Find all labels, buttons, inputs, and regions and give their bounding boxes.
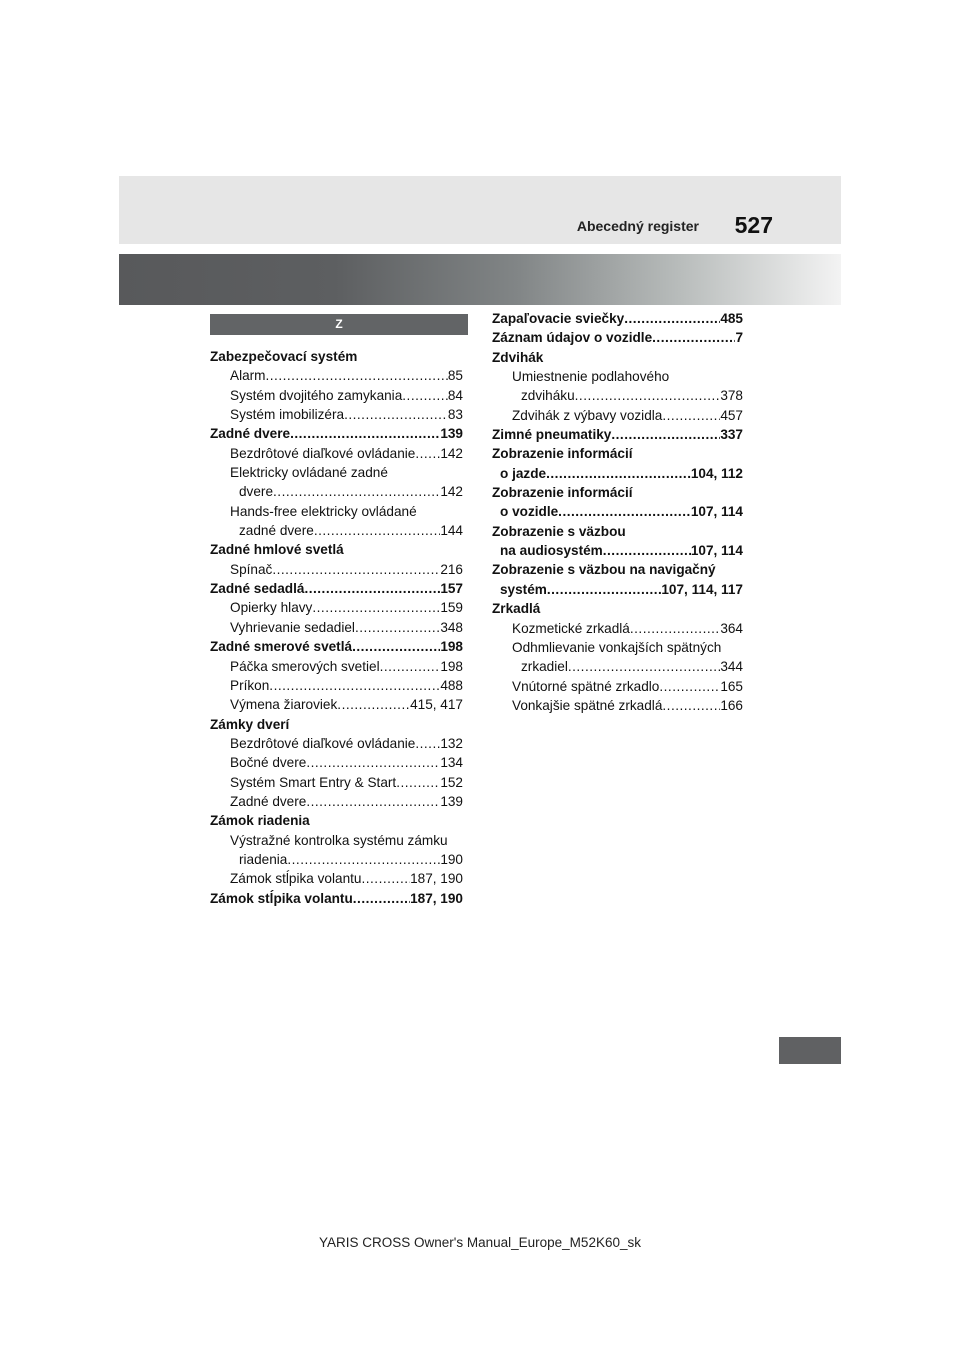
index-entry: [210, 482, 463, 501]
index-entry: [210, 560, 463, 579]
entry-text: Spínač: [230, 561, 273, 577]
index-entry: [210, 850, 463, 869]
leader-dots: [273, 482, 440, 501]
index-entry: [210, 347, 463, 366]
index-entry: [210, 540, 463, 559]
entry-text: Výmena žiaroviek: [230, 697, 338, 713]
entry-page: 457: [720, 407, 743, 423]
leader-dots: [272, 560, 440, 579]
index-entry: [492, 386, 743, 405]
entry-text: dvere: [239, 484, 274, 500]
entry-text: Výstražné kontrolka systému zámku: [230, 832, 448, 848]
index-entry: [210, 579, 463, 598]
entry-page: 166: [720, 697, 743, 713]
entry-text: Zdvihák: [492, 349, 544, 365]
entry-text: Páčka smerových svetiel: [230, 658, 380, 674]
index-entry: [492, 619, 743, 638]
leader-dots: [546, 464, 691, 483]
index-entry: [492, 696, 743, 715]
entry-text: Príkon: [230, 677, 270, 693]
leader-dots: [306, 792, 440, 811]
entry-text: zrkadiel: [521, 659, 568, 675]
entry-text: Systém Smart Entry & Start: [230, 774, 397, 790]
entry-page: 159: [440, 600, 463, 616]
leader-dots: [396, 773, 440, 792]
entry-page: 415, 417: [410, 697, 463, 713]
index-entry: [492, 425, 743, 444]
index-entry: [492, 580, 743, 599]
entry-page: 485: [720, 311, 743, 326]
entry-page: 132: [440, 735, 463, 751]
entry-text: Zámky dverí: [210, 716, 290, 732]
entry-text: Bezdrôtové diaľkové ovládanie: [230, 735, 416, 751]
entry-page: 190: [440, 851, 463, 867]
index-entry: [210, 792, 463, 811]
index-column-left: [210, 347, 463, 908]
index-entry: [210, 773, 463, 792]
entry-text: Odhmlievanie vonkajších spätných: [512, 639, 722, 655]
leader-dots: [352, 637, 440, 656]
entry-text: Alarm: [230, 368, 266, 384]
index-entry: [492, 599, 743, 618]
leader-dots: [662, 696, 720, 715]
leader-dots: [266, 366, 448, 385]
entry-text: Zámok riadenia: [210, 813, 310, 829]
leader-dots: [337, 695, 410, 714]
entry-page: 107, 114: [690, 504, 743, 520]
leader-dots: [287, 850, 440, 869]
leader-dots: [415, 734, 440, 753]
leader-dots: [380, 657, 441, 676]
index-entry: [210, 676, 463, 695]
entry-text: Zadné sedadlá: [210, 581, 305, 597]
entry-text: Systém dvojitého zamykania: [230, 387, 403, 403]
entry-text: Zobrazenie s väzbou: [492, 523, 626, 539]
index-entry: [210, 889, 463, 908]
entry-page: 488: [440, 677, 463, 693]
index-entry: [210, 366, 463, 385]
leader-dots: [568, 657, 720, 676]
index-entry: [492, 522, 743, 541]
entry-text: Kozmetické zrkadlá: [512, 620, 630, 636]
entry-page: 107, 114, 117: [661, 581, 743, 597]
entry-text: Zdvihák z výbavy vozidla: [512, 407, 663, 423]
entry-text: zadné dvere: [239, 523, 314, 539]
entry-text: Zapaľovacie sviečky: [492, 311, 625, 326]
entry-text: Zabezpečovací systém: [210, 349, 358, 364]
entry-text: Zobrazenie informácií: [492, 446, 633, 462]
entry-text: Zadné smerové svetlá: [210, 639, 353, 655]
entry-page: 198: [440, 639, 463, 655]
entry-page: 165: [720, 678, 743, 694]
entry-text: Opierky hlavy: [230, 600, 313, 616]
entry-text: systém: [500, 581, 547, 597]
entry-page: 344: [720, 659, 743, 675]
leader-dots: [652, 328, 735, 347]
index-entry: [210, 869, 463, 888]
entry-page: 337: [720, 427, 743, 443]
entry-text: Zobrazenie s väzbou na navigačný: [492, 562, 716, 578]
entry-text: Bezdrôtové diaľkové ovládanie: [230, 445, 416, 461]
index-entry: [210, 405, 463, 424]
index-entry: [210, 502, 463, 521]
leader-dots: [558, 502, 691, 521]
index-entry: [210, 831, 463, 850]
entry-text: Zadné dvere: [230, 793, 307, 809]
leader-dots: [575, 386, 721, 405]
leader-dots: [269, 676, 440, 695]
leader-dots: [290, 424, 440, 443]
index-entry: [492, 444, 743, 463]
entry-page: 364: [720, 620, 743, 636]
leader-dots: [611, 425, 720, 444]
index-entry: [492, 309, 743, 328]
entry-text: zdviháku: [521, 388, 575, 404]
entry-page: 152: [440, 774, 463, 790]
index-entry: [210, 695, 463, 714]
leader-dots: [353, 889, 410, 908]
leader-dots: [659, 677, 720, 696]
index-entry: [492, 560, 743, 579]
index-entry: [492, 541, 743, 560]
index-entry: [210, 811, 463, 830]
entry-page: 142: [440, 445, 463, 461]
index-entry: [210, 424, 463, 443]
header-gradient-band: [119, 254, 841, 305]
index-entry: [492, 328, 743, 347]
entry-text: Vonkajšie spätné zrkadlá: [512, 697, 663, 713]
entry-page: 84: [447, 387, 463, 403]
leader-dots: [344, 405, 448, 424]
entry-page: 139: [440, 793, 463, 809]
entry-page: 85: [447, 368, 463, 384]
index-entry: [210, 521, 463, 540]
section-letter-bar: Z: [210, 314, 468, 335]
entry-page: 142: [440, 484, 463, 500]
index-entry: [492, 464, 743, 483]
index-entry: [210, 637, 463, 656]
index-entry: [210, 444, 463, 463]
entry-page: 378: [720, 388, 743, 404]
entry-text: Umiestnenie podlahového: [512, 369, 670, 385]
header-bar: [119, 176, 841, 244]
entry-text: Systém imobilizéra: [230, 407, 345, 423]
entry-text: riadenia: [239, 851, 288, 867]
leader-dots: [304, 579, 440, 598]
index-entry: [492, 677, 743, 696]
entry-page: 7: [735, 330, 743, 346]
entry-page: 348: [440, 619, 463, 635]
entry-page: 107, 114: [690, 543, 743, 559]
index-entry: [492, 657, 743, 676]
index-entry: [210, 715, 463, 734]
entry-text: na audiosystém: [500, 543, 603, 559]
leader-dots: [662, 406, 720, 425]
entry-text: o jazde: [500, 465, 547, 481]
index-entry: [210, 463, 463, 482]
leader-dots: [415, 444, 440, 463]
entry-page: 187, 190: [410, 890, 463, 906]
index-entry: [210, 753, 463, 772]
entry-text: Vyhrievanie sedadiel: [230, 619, 355, 635]
index-entry: [210, 657, 463, 676]
entry-page: 187, 190: [410, 871, 463, 887]
page-number: 527: [734, 212, 773, 238]
entry-page: 157: [440, 581, 463, 597]
entry-page: 104, 112: [690, 465, 743, 481]
entry-page: 83: [447, 407, 463, 423]
leader-dots: [547, 580, 661, 599]
entry-text: Zámok stĺpika volantu: [210, 890, 353, 906]
index-entry: [492, 406, 743, 425]
index-entry: [492, 502, 743, 521]
entry-text: Záznam údajov o vozidle: [492, 330, 653, 346]
leader-dots: [603, 541, 691, 560]
index-entry: [210, 386, 463, 405]
leader-dots: [361, 869, 410, 888]
index-entry: [492, 638, 743, 657]
entry-text: Bočné dvere: [230, 755, 307, 771]
chapter-tab: [779, 1037, 841, 1064]
leader-dots: [624, 309, 720, 328]
entry-text: Hands-free elektricky ovládané: [230, 503, 417, 519]
entry-page: 198: [440, 658, 463, 674]
leader-dots: [312, 598, 440, 617]
entry-text: Zobrazenie informácií: [492, 485, 633, 501]
index-entry: [210, 598, 463, 617]
index-entry: [492, 367, 743, 386]
entry-text: Zadné dvere: [210, 426, 291, 442]
entry-text: Zrkadlá: [492, 601, 541, 617]
entry-text: o vozidle: [500, 504, 559, 520]
leader-dots: [314, 521, 440, 540]
index-entry: [492, 483, 743, 502]
entry-text: Elektricky ovládané zadné: [230, 465, 388, 481]
index-column-right: [492, 309, 743, 715]
leader-dots: [402, 386, 448, 405]
entry-page: 139: [440, 426, 463, 442]
leader-dots: [355, 618, 440, 637]
entry-page: 144: [440, 523, 463, 539]
entry-text: Zadné hmlové svetlá: [210, 542, 344, 558]
entry-page: 134: [440, 755, 463, 771]
leader-dots: [630, 619, 720, 638]
entry-text: Zámok stĺpika volantu: [230, 871, 362, 887]
footer: YARIS CROSS Owner's Manual_Europe_M52K60_sk: [319, 1235, 641, 1250]
entry-text: Vnútorné spätné zrkadlo: [512, 678, 660, 694]
entry-text: Zimné pneumatiky: [492, 427, 612, 443]
index-entry: [210, 734, 463, 753]
entry-page: 216: [440, 561, 463, 577]
section-title: Abecedný register: [576, 218, 699, 234]
index-entry: [492, 348, 743, 367]
index-entry: [210, 618, 463, 637]
leader-dots: [306, 753, 440, 772]
